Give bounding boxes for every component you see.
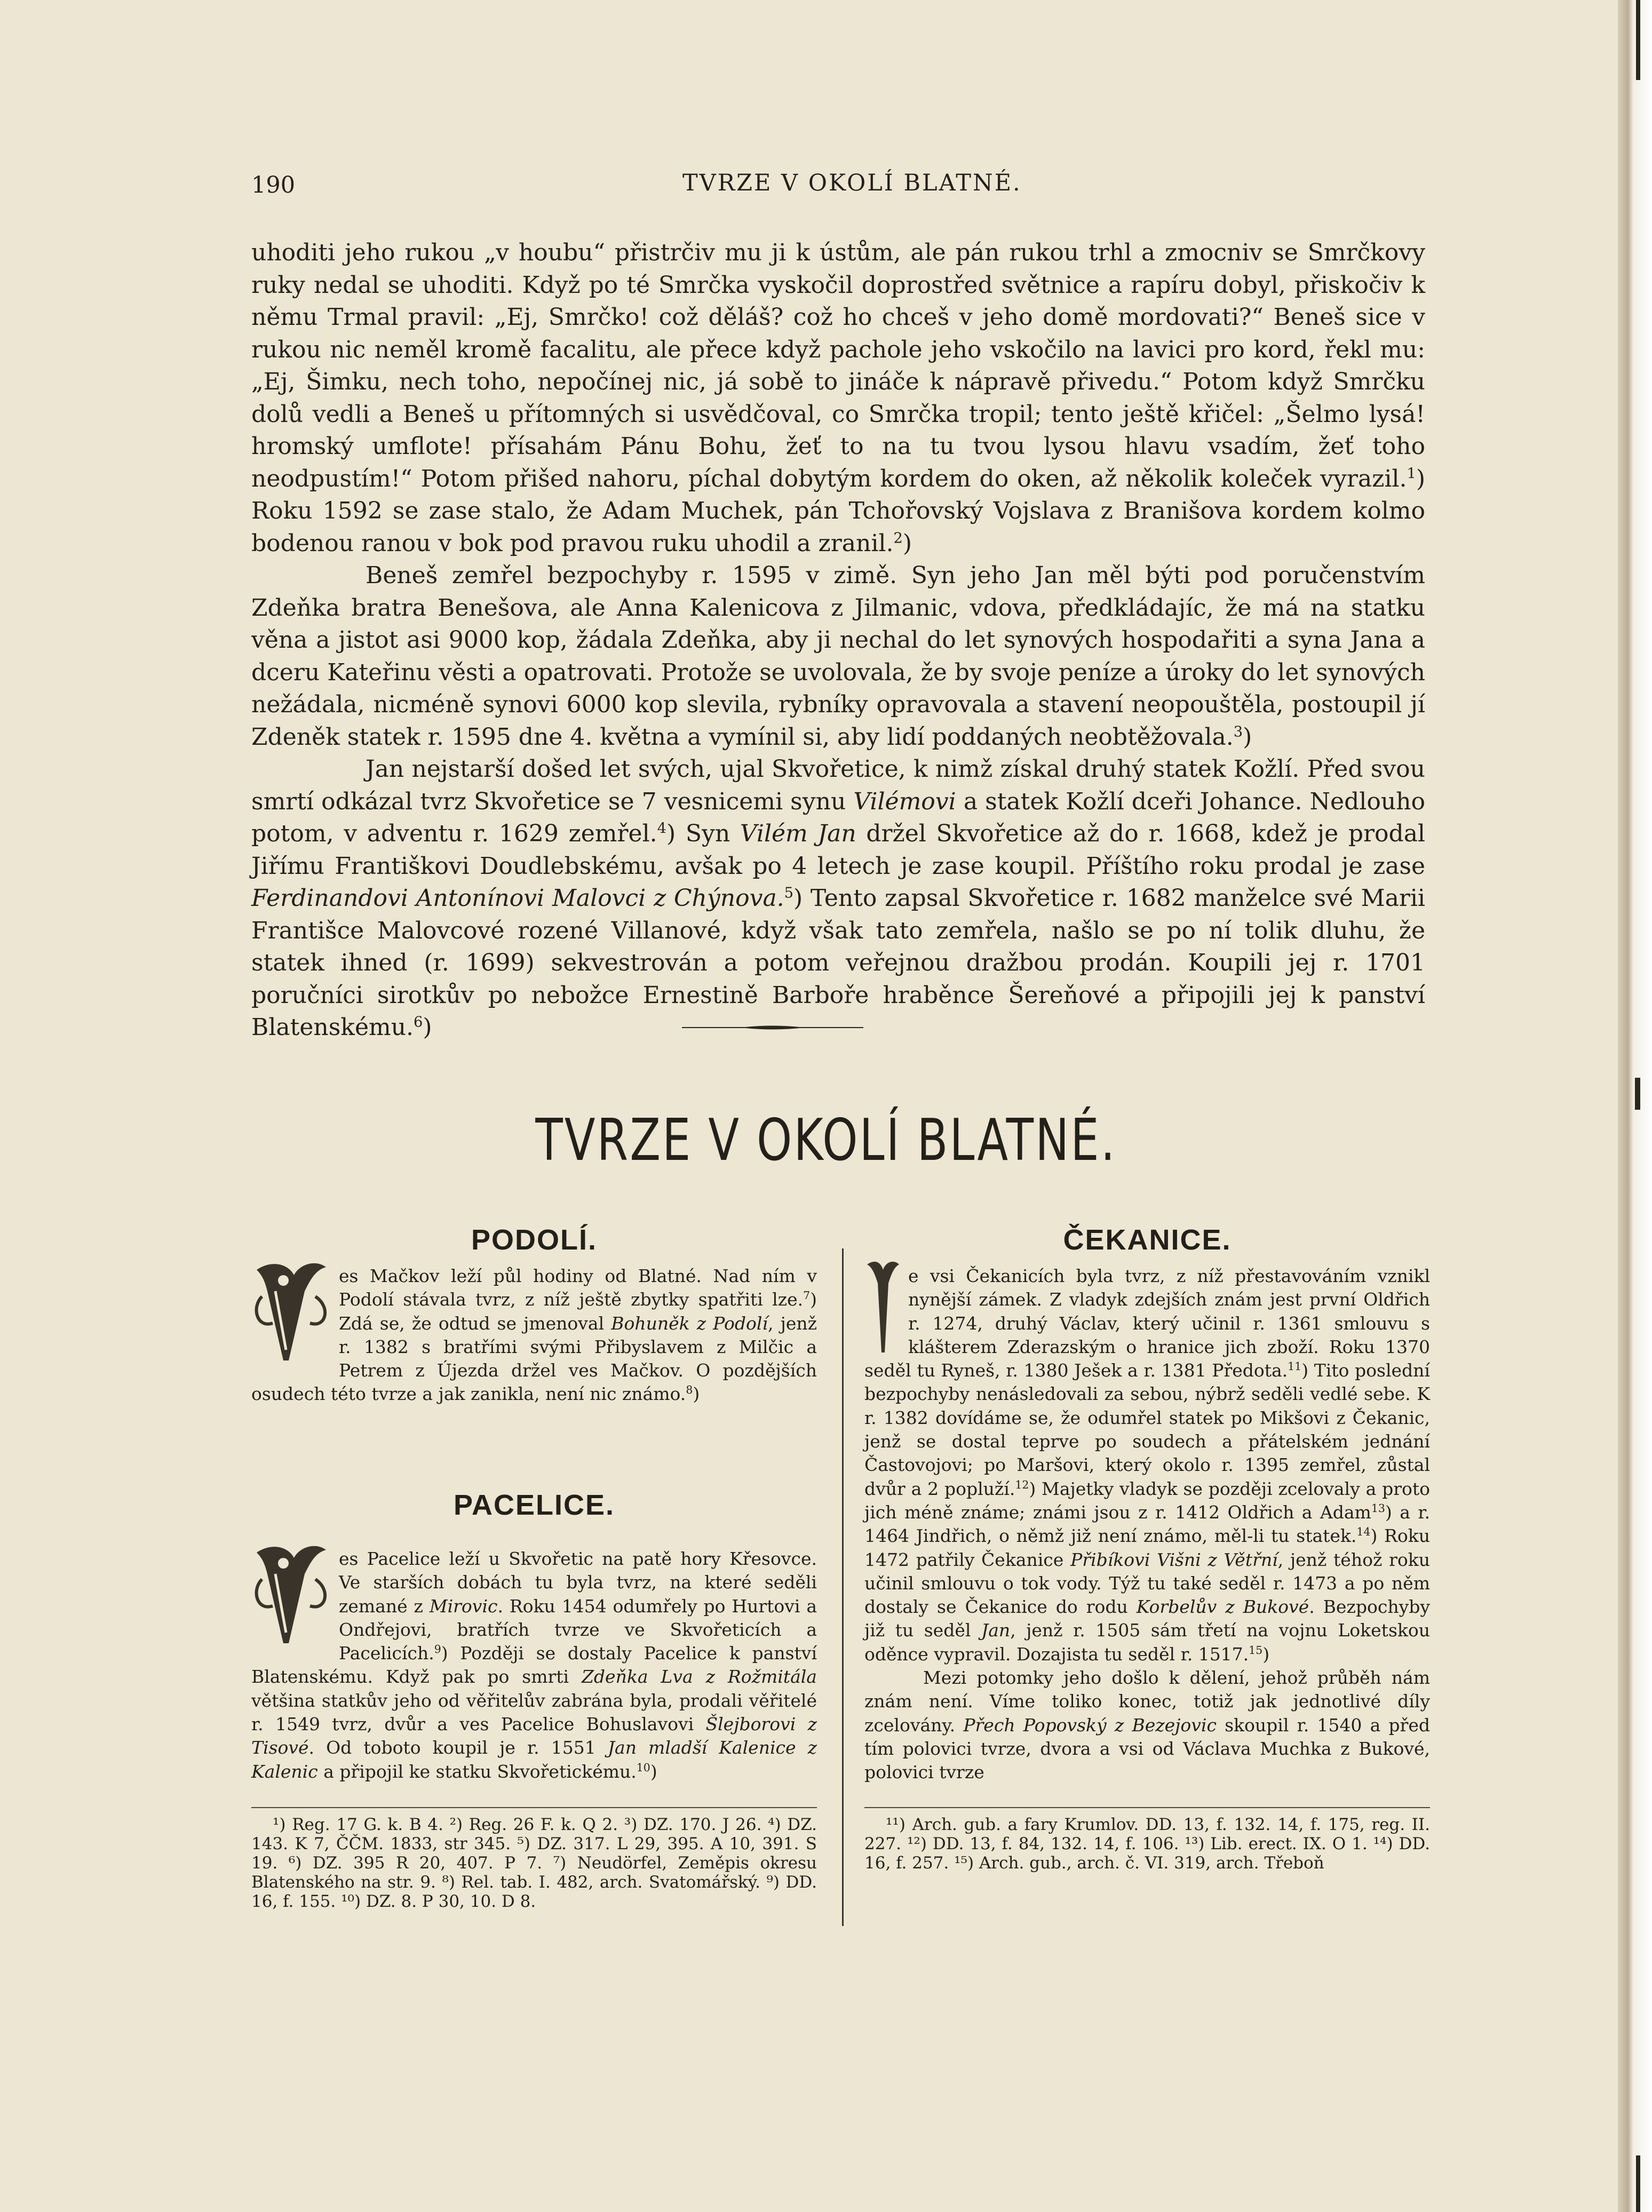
ornament-rule xyxy=(682,1025,863,1030)
heading-podoli: PODOLÍ. xyxy=(471,1224,597,1256)
footnote-ref: 8 xyxy=(686,1383,693,1397)
entry-pacelice: es Pacelice leží u Skvořetic na patě hory Křesovce. Ve starších dobách tu byla tvrz, na které seděli zemané z Mirovic. Roku 1454 odumřely po Hurtovi a Ondřejovi, bratřích tvrze ve Skvořeticích a Pacelicích.$^9$) Později se dostaly Pacelice k panství Blatenskému. Když pak po smrti Zdeňka Lva z Rožmitála většina statkův jeho od věřitelův zabrána byla, prodali věřitelé r. 1549 tvrz, dvůr a ves Pacelice Bohuslavovi Šlejborovi z Tisové. Od toboto koupil je r. 1551 Jan mladší Kalenice z Kalenic a připojil ke statku Skvořetickému.$^{10}$) xyxy=(251,1547,817,1784)
footnote-rule xyxy=(864,1807,1430,1808)
footnote-ref: 13 xyxy=(1371,1501,1385,1515)
footnote-ref: 14 xyxy=(1356,1525,1371,1539)
footnote-rule xyxy=(251,1807,817,1808)
footnote-ref: 7 xyxy=(803,1289,811,1302)
footnote-ref: 6 xyxy=(414,1014,423,1031)
footnote-ref: 9 xyxy=(434,1643,441,1656)
edge-mark xyxy=(1635,1078,1640,1110)
dropcap-v-icon xyxy=(251,1259,332,1366)
footnotes-left: ¹) Reg. 17 G. k. B 4. ²) Reg. 26 F. k. Q 2. ³) DZ. 170. J 26. ⁴) DZ. 143. K 7, ČČM. 1833, str 345. ⁵) DZ. 317. L 29, 395. A 10, 391. S 19. ⁶) DZ. 395 R 20, 407. P 7. ⁷) Neudörfel, Zeměpis okresu Blatenského na str. 9. ⁸) Rel. tab. I. 482, arch. Svatomářský. ⁹) DD. 16, f. 155. ¹⁰) DZ. 8. P 30, 10. D 8. xyxy=(251,1815,817,1911)
footnote-ref: 15 xyxy=(1249,1643,1263,1657)
section-title: TVRZE V OKOLÍ BLATNÉ. xyxy=(535,1107,1117,1174)
footnotes-right: ¹¹) Arch. gub. a fary Krumlov. DD. 13, f. 132. 14, f. 175, reg. II. 227. ¹²) DD. 13, f. 84, 132. 14, f. 106. ¹³) Lib. erect. IX. O 1. ¹⁴) DD. 16, f. 257. ¹⁵) Arch. gub., arch. č. VI. 319, arch. Třeboň xyxy=(864,1815,1430,1873)
footnote-ref: 5 xyxy=(784,885,794,902)
main-text xyxy=(251,237,1425,1044)
footnote-ref: 1 xyxy=(1407,465,1416,482)
entry-cekanice: e vsi Čekanicích byla tvrz, z níž přestavováním vznikl nynější zámek. Z vladyk zdejších znám jest první Oldřich r. 1274, druhý Václav, který učinil r. 1361 smlouvu s klášterem Zderazským o hranice jich zboží. Roku 1370 seděl tu Ryneš, r. 1380 Ješek a r. 1381 Předota.$^{11}$) Tito poslední bezpochyby nenásledovali za sebou, nýbrž seděli vedlé sebe. K r. 1382 dovídáme se, že odumřel statek po Mikšovi z Čekanic, jenž se dostal teprve po soudech a přátelském jednání Častovojovi; po Maršovi, který okolo r. 1395 zemřel, zůstal dvůr a 2 popluží.$^{12}$) Majetky vladyk se později zcelovaly a proto jich méně známe; známi jsou z r. 1412 Oldřich a Adam$^{13}$) a r. 1464 Jindřich, o němž již není známo, měl-li tu statek.$^{14}$) Roku 1472 patřily Čekanice Přibíkovi Višni z Větřní, jenž téhož roku učinil smlouvu o tok vody. Týž tu také seděl r. 1473 a po něm dostaly se Čekanice do rodu Korbelův z Bukové. Bezpochyby již tu seděl Jan, jenž r. 1505 sám třetí na vojnu Loketskou oděnce vypravil. Dozajista tu seděl r. 1517.15) Mezi potomky jeho došlo k dělení, jehož průběh nám znám není. Víme toliko konec, totiž jak jednotlivé díly zcelovány. Přech Popovský z Bezejovic skoupil r. 1540 a před tím polovici tvrze, dvora a vsi od Václava Muchka z Bukové, polovici tvrze xyxy=(864,1264,1430,1785)
dropcap-v-icon xyxy=(251,1542,332,1649)
footnote-ref: 2 xyxy=(893,529,903,546)
paragraph: uhoditi jeho rukou „v houbu“ přistrčiv mu ji k ústům, ale pán rukou trhl a zmocniv se Smrčkovy ruky nedal se uhoditi. Když po té Smrčka vyskočil doprostřed světnice a rapíru dobyl, přiskočiv k němu Trmal pravil: „Ej, Smrčko! což děláš? což ho chceš v jeho domě mordovati?“ Beneš sice v rukou nic neměl kromě facalitu, ale přece když pachole jeho vskočilo na lavici pro kord, řekl mu: „Ej, Šimku, nech toho, nepočínej nic, já sobě to jináče k nápravě přivedu.“ Potom když Smrčku dolů vedli a Beneš u přítomných si usvědčoval, co Smrčka tropil; tento ještě křičel: „Šelmo lysá! hromský umflote! přísahám Pánu Bohu, žeť to na tu tvou lysou hlavu vsadím, žeť toho neodpustím!“ Potom přišed nahoru, píchal dobytým kordem do oken, až několik koleček vyrazil.$^1$) Roku 1592 se zase stalo, že Adam Muchek, pán Tchořovský Vojslava z Branišova kordem kolmo bodenou ranou v bok pod pravou ruku uhodil a zranil.$^2$) xyxy=(251,239,1425,557)
running-title: TVRZE V OKOLÍ BLATNÉ. xyxy=(682,170,1022,196)
heading-cekanice: ČEKANICE. xyxy=(1063,1224,1232,1256)
heading-pacelice: PACELICE. xyxy=(453,1489,615,1521)
footnote-ref: 4 xyxy=(657,820,667,837)
paragraph: Beneš zemřel bezpochyby r. 1595 v zimě. Syn jeho Jan měl býti pod poručenstvím Zdeňka bratra Benešova, ale Anna Kalenicova z Jilmanic, vdova, předkládajíc, že má na statku věna a jistot asi 9000 kop, žádala Zdeňka, aby ji nechal do let synových hospodařiti a syna Jana a dceru Kateřinu věsti a opatrovati. Protože se uvolovala, že by svoje peníze a úroky do let synových nežádala, nicméně synovi 6000 kop slevila, rybníky opravovala a stavení neopouštěla, postoupil jí Zdeněk statek r. 1595 dne 4. května a vymínil si, aby lidí poddaných neobtěžovala.$^3$) xyxy=(251,562,1425,751)
footnote-ref: 3 xyxy=(1233,723,1243,740)
entry-podoli: es Mačkov leží půl hodiny od Blatné. Nad ním v Podolí stávala tvrz, z níž ještě zbytky spatřiti lze.$^7$) Zdá se, že odtud se jmenoval Bohuněk z Podolí, jenž r. 1382 s bratřími svými Přibyslavem z Milčic a Petrem z Újezda držel ves Mačkov. O pozdějších osudech této tvrze a jak zanikla, není nic známo.$^8$) xyxy=(251,1264,817,1406)
paragraph: Jan nejstarší došed let svých, ujal Skvořetice, k nimž získal druhý statek Kožlí. Před svou smrtí odkázal tvrz Skvořetice se 7 vesnicemi synu Vilémovi a statek Kožlí dceři Johance. Nedlouho potom, v adventu r. 1629 zemřel.$^4$) Syn Vilém Jan držel Skvořetice až do r. 1668, kdež je prodal Jiřímu Františkovi Doudlebskému, avšak po 4 letech je zase koupil. Příštího roku prodal je zase Ferdinandovi Antonínovi Malovci z Chýnova.$^5$) Tento zapsal Skvořetice r. 1682 manželce své Marii Františce Malovcové rozené Villanové, když však tato zemřela, našlo se po ní tolik dluhu, že statek ihned (r. 1699) sekvestrován a potom veřejnou dražbou prodán. Koupili jej r. 1701 poručníci sirotkův po nebožce Ernestině Barboře hraběnce Šereňové a připojili jej k panství Blatenskému.$^6$) xyxy=(251,755,1425,1041)
edge-mark xyxy=(1636,2155,1640,2212)
page-number: 190 xyxy=(251,172,296,198)
edge-mark xyxy=(1636,0,1640,80)
dropcap-v-icon xyxy=(864,1259,902,1355)
footnote-ref: 12 xyxy=(1015,1478,1029,1491)
footnote-ref: 10 xyxy=(636,1761,650,1774)
column-divider xyxy=(842,1248,844,1926)
footnote-ref: 11 xyxy=(1288,1360,1302,1373)
